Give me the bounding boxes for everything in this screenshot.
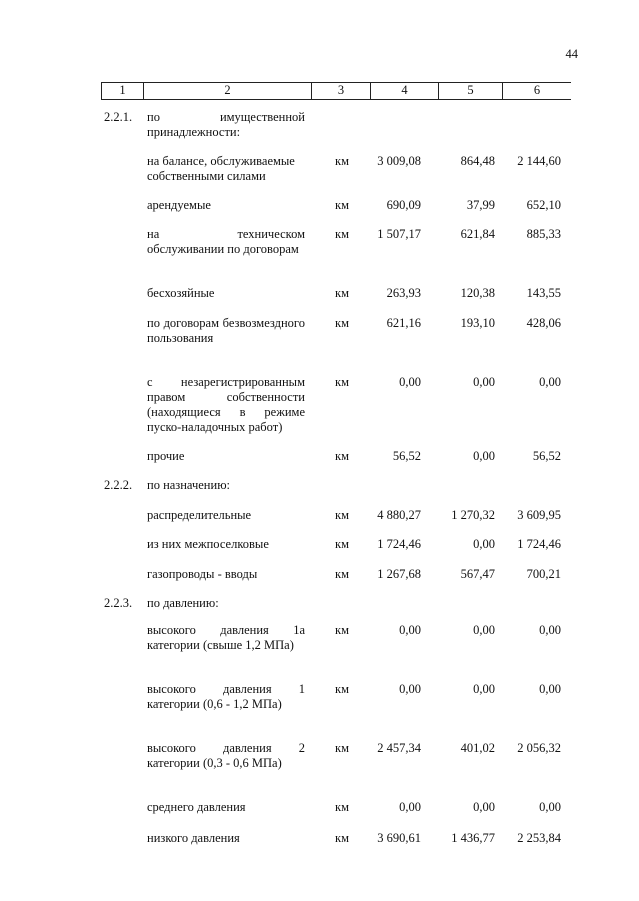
row-value-col6: 0,00 — [539, 375, 561, 389]
row-unit: км — [335, 567, 349, 581]
header-col-1: 1 — [102, 83, 144, 99]
row-value-col6: 0,00 — [539, 623, 561, 637]
row-name: на балансе, обслуживаемые собственными силами — [147, 154, 295, 183]
row-value-col4: 56,52 — [392, 449, 421, 463]
row-value-col6: 652,10 — [526, 198, 561, 212]
row-name: среднего давления — [147, 800, 246, 814]
row-unit: км — [335, 508, 349, 522]
header-col-6: 6 — [533, 83, 541, 97]
row-unit: км — [335, 831, 349, 845]
row-unit: км — [335, 198, 349, 212]
row-value-col6: 3 609,95 — [517, 508, 561, 522]
row-name: низкого давления — [147, 831, 240, 845]
row-unit: км — [335, 449, 349, 463]
row-value-col4: 690,09 — [386, 198, 421, 212]
row-value-col5: 0,00 — [473, 800, 495, 814]
row-unit: км — [335, 800, 349, 814]
row-number: 2.2.1. — [104, 110, 133, 124]
row-value-col6: 0,00 — [539, 800, 561, 814]
row-name: высокого давления 1а категории (свыше 1,2 МПа) — [147, 623, 305, 652]
row-unit: км — [335, 375, 349, 389]
row-value-col4: 0,00 — [399, 800, 421, 814]
row-value-col6: 56,52 — [532, 449, 561, 463]
row-value-col5: 864,48 — [460, 154, 495, 168]
row-value-col6: 2 056,32 — [517, 741, 561, 755]
row-value-col4: 1 724,46 — [377, 537, 421, 551]
row-value-col5: 0,00 — [473, 682, 495, 696]
row-unit: км — [335, 682, 349, 696]
page-number: 44 — [565, 47, 578, 61]
row-value-col4: 2 457,34 — [377, 741, 421, 755]
row-name: с незарегистрированным правом собственности (находящиеся в режиме пуско-наладочных работ) — [147, 375, 305, 434]
row-value-col5: 0,00 — [473, 623, 495, 637]
row-name: арендуемые — [147, 198, 211, 212]
row-unit: км — [335, 154, 349, 168]
header-col-5: 5 — [439, 83, 503, 99]
row-value-col5: 401,02 — [460, 741, 495, 755]
row-value-col4: 0,00 — [399, 375, 421, 389]
row-name: распределительные — [147, 508, 252, 522]
row-value-col4: 1 267,68 — [377, 567, 421, 581]
row-value-col6: 143,55 — [526, 286, 561, 300]
row-value-col4: 263,93 — [386, 286, 421, 300]
row-value-col6: 1 724,46 — [517, 537, 561, 551]
row-name: по назначению: — [147, 478, 231, 492]
row-name: прочие — [147, 449, 185, 463]
row-value-col5: 193,10 — [460, 316, 495, 330]
row-name: по имущественной принадлежности: — [147, 110, 305, 139]
row-value-col6: 428,06 — [526, 316, 561, 330]
row-unit: км — [335, 623, 349, 637]
row-value-col5: 120,38 — [460, 286, 495, 300]
row-value-col6: 0,00 — [539, 682, 561, 696]
row-value-col4: 0,00 — [399, 623, 421, 637]
row-unit: км — [335, 286, 349, 300]
row-value-col6: 2 253,84 — [517, 831, 561, 845]
row-name: на техническом обслуживании по договорам — [147, 227, 305, 256]
row-unit: км — [335, 316, 349, 330]
row-value-col6: 700,21 — [526, 567, 561, 581]
row-unit: км — [335, 741, 349, 755]
row-name: по договорам безвозмездного пользования — [147, 316, 305, 345]
row-value-col4: 1 507,17 — [377, 227, 421, 241]
header-col-4: 4 — [371, 83, 439, 99]
row-value-col6: 2 144,60 — [517, 154, 561, 168]
row-value-col4: 0,00 — [399, 682, 421, 696]
row-value-col5: 0,00 — [473, 537, 495, 551]
row-name: по давлению: — [147, 596, 219, 610]
row-number: 2.2.3. — [104, 596, 133, 610]
row-name: газопроводы - вводы — [147, 567, 258, 581]
row-value-col4: 3 690,61 — [377, 831, 421, 845]
row-name: высокого давления 2 категории (0,3 - 0,6 МПа) — [147, 741, 305, 770]
row-value-col5: 37,99 — [466, 198, 495, 212]
row-value-col5: 1 270,32 — [451, 508, 495, 522]
row-number: 2.2.2. — [104, 478, 133, 492]
table-header — [101, 82, 571, 100]
row-value-col5: 621,84 — [460, 227, 495, 241]
header-col-2: 2 — [144, 83, 312, 99]
row-unit: км — [335, 227, 349, 241]
row-name: высокого давления 1 категории (0,6 - 1,2 МПа) — [147, 682, 305, 711]
row-value-col4: 4 880,27 — [377, 508, 421, 522]
header-col-3: 3 — [312, 83, 371, 99]
row-name: бесхозяйные — [147, 286, 215, 300]
row-value-col5: 567,47 — [460, 567, 495, 581]
row-value-col5: 0,00 — [473, 449, 495, 463]
row-value-col5: 1 436,77 — [451, 831, 495, 845]
row-unit: км — [335, 537, 349, 551]
row-value-col4: 621,16 — [386, 316, 421, 330]
row-name: из них межпоселковые — [147, 537, 269, 551]
row-value-col6: 885,33 — [526, 227, 561, 241]
row-value-col5: 0,00 — [473, 375, 495, 389]
row-value-col4: 3 009,08 — [377, 154, 421, 168]
